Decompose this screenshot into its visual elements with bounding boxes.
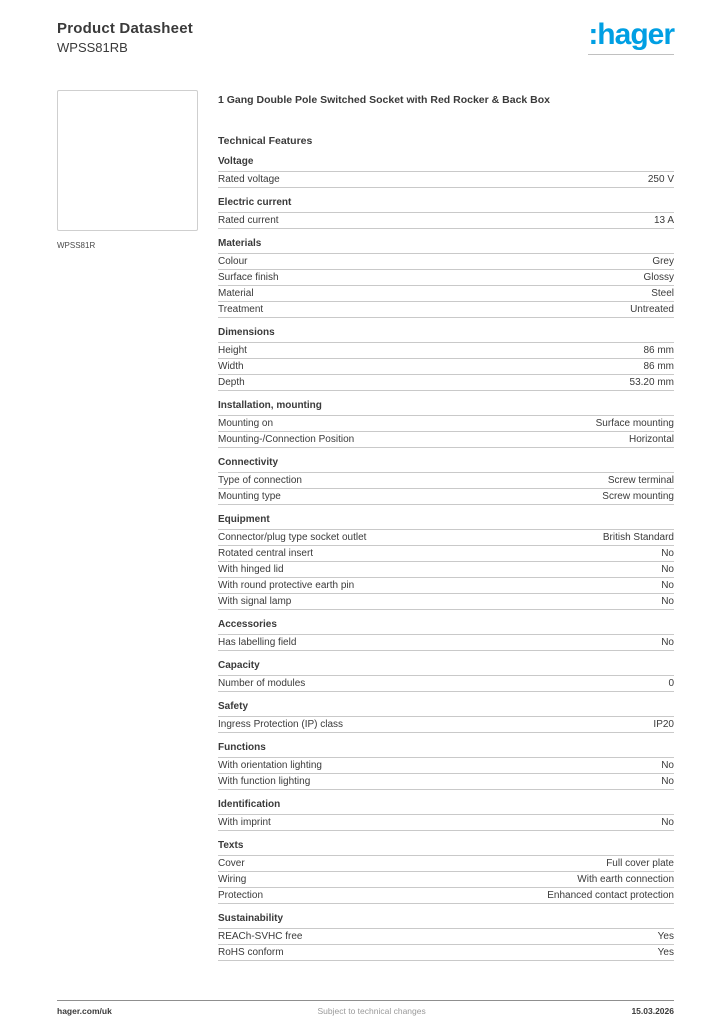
spec-row (218, 578, 674, 594)
spec-section (218, 400, 674, 448)
spec-value: British Standard (602, 532, 674, 544)
spec-value: No (661, 596, 674, 608)
section-heading: Connectivity (218, 457, 674, 473)
spec-row (218, 888, 674, 904)
spec-label: Colour (218, 256, 248, 268)
spec-value: 53.20 mm (629, 377, 674, 389)
spec-section (218, 742, 674, 790)
spec-label: With signal lamp (218, 596, 292, 608)
spec-value: 86 mm (643, 361, 674, 373)
spec-value: No (661, 776, 674, 788)
spec-row (218, 676, 674, 692)
spec-label: Ingress Protection (IP) class (218, 719, 344, 731)
spec-label: Protection (218, 890, 264, 902)
spec-section (218, 619, 674, 651)
spec-value: No (661, 760, 674, 772)
spec-row (218, 530, 674, 546)
technical-features-heading: Technical Features (218, 135, 313, 148)
header-titles (57, 20, 193, 55)
spec-label: Treatment (218, 304, 264, 316)
spec-label: Rated current (218, 215, 279, 227)
spec-value: Enhanced contact protection (547, 890, 674, 902)
section-heading: Accessories (218, 619, 674, 635)
spec-label: Has labelling field (218, 637, 297, 649)
hager-logo-text: :hager (588, 18, 674, 51)
spec-row (218, 359, 674, 375)
spec-value: Full cover plate (606, 858, 674, 870)
spec-row (218, 717, 674, 733)
spec-row (218, 489, 674, 505)
spec-row (218, 270, 674, 286)
section-heading: Capacity (218, 660, 674, 676)
spec-label: Material (218, 288, 254, 300)
spec-row (218, 872, 674, 888)
section-heading: Dimensions (218, 327, 674, 343)
spec-row (218, 635, 674, 651)
spec-row (218, 758, 674, 774)
spec-section (218, 327, 674, 391)
section-heading: Equipment (218, 514, 674, 530)
section-heading: Installation, mounting (218, 400, 674, 416)
spec-value: Surface mounting (595, 418, 674, 430)
spec-label: Connector/plug type socket outlet (218, 532, 367, 544)
spec-label: Rated voltage (218, 174, 280, 186)
spec-section (218, 840, 674, 904)
product-image-caption: WPSS81R (57, 241, 96, 250)
spec-value: Screw terminal (607, 475, 674, 487)
spec-value: No (661, 817, 674, 829)
spec-value: 0 (668, 678, 674, 690)
spec-section (218, 457, 674, 505)
spec-sections (218, 156, 674, 961)
spec-value: No (661, 580, 674, 592)
spec-value: With earth connection (577, 874, 674, 886)
spec-row (218, 929, 674, 945)
spec-row (218, 343, 674, 359)
section-heading: Materials (218, 238, 674, 254)
spec-label: Mounting type (218, 491, 281, 503)
spec-row (218, 213, 674, 229)
spec-section (218, 238, 674, 318)
spec-row (218, 302, 674, 318)
footer-disclaimer: Subject to technical changes (317, 1006, 426, 1016)
spec-label: With orientation lighting (218, 760, 322, 772)
spec-row (218, 375, 674, 391)
spec-row (218, 172, 674, 188)
footer-date: 15.03.2026 (631, 1006, 674, 1016)
spec-label: Cover (218, 858, 245, 870)
spec-row (218, 432, 674, 448)
spec-value: Grey (652, 256, 674, 268)
spec-value: Horizontal (628, 434, 674, 446)
spec-section (218, 701, 674, 733)
spec-row (218, 562, 674, 578)
spec-row (218, 774, 674, 790)
spec-section (218, 799, 674, 831)
spec-row (218, 546, 674, 562)
spec-column (218, 90, 674, 961)
spec-label: With imprint (218, 817, 271, 829)
spec-row (218, 254, 674, 270)
spec-value: No (661, 548, 674, 560)
section-heading: Safety (218, 701, 674, 717)
spec-label: Mounting on (218, 418, 274, 430)
section-heading: Identification (218, 799, 674, 815)
footer-website: hager.com/uk (57, 1006, 112, 1016)
spec-label: Height (218, 345, 247, 357)
spec-label: REACh-SVHC free (218, 931, 303, 943)
product-image-placeholder (57, 90, 198, 231)
spec-label: With hinged lid (218, 564, 284, 576)
main-content (57, 90, 674, 961)
spec-value: 250 V (647, 174, 674, 186)
spec-section (218, 197, 674, 229)
spec-row (218, 286, 674, 302)
spec-label: Mounting-/Connection Position (218, 434, 355, 446)
product-title: 1 Gang Double Pole Switched Socket with Red Rocker & Back Box (218, 94, 550, 106)
spec-value: 86 mm (643, 345, 674, 357)
spec-value: Untreated (630, 304, 674, 316)
spec-value: Screw mounting (602, 491, 674, 503)
spec-label: RoHS conform (218, 947, 284, 959)
spec-section (218, 913, 674, 961)
section-heading: Voltage (218, 156, 674, 172)
spec-value: Glossy (643, 272, 674, 284)
spec-value: Yes (657, 947, 674, 959)
spec-section (218, 156, 674, 188)
spec-label: Width (218, 361, 244, 373)
spec-row (218, 594, 674, 610)
spec-label: With function lighting (218, 776, 311, 788)
spec-row (218, 945, 674, 961)
spec-row (218, 473, 674, 489)
spec-label: Depth (218, 377, 245, 389)
spec-section (218, 514, 674, 610)
header (57, 20, 674, 55)
spec-row (218, 856, 674, 872)
section-heading: Electric current (218, 197, 674, 213)
spec-label: Wiring (218, 874, 247, 886)
section-heading: Sustainability (218, 913, 674, 929)
spec-value: No (661, 637, 674, 649)
footer (57, 1000, 674, 1016)
spec-value: 13 A (653, 215, 674, 227)
hager-logo-underline (588, 54, 674, 55)
spec-label: Number of modules (218, 678, 306, 690)
spec-row (218, 815, 674, 831)
spec-row (218, 416, 674, 432)
spec-value: No (661, 564, 674, 576)
spec-label: Surface finish (218, 272, 279, 284)
spec-label: Rotated central insert (218, 548, 314, 560)
section-heading: Functions (218, 742, 674, 758)
spec-value: IP20 (653, 719, 674, 731)
spec-label: With round protective earth pin (218, 580, 355, 592)
spec-section (218, 660, 674, 692)
hager-logo (588, 20, 674, 55)
spec-value: Yes (657, 931, 674, 943)
spec-value: Steel (651, 288, 674, 300)
spec-label: Type of connection (218, 475, 302, 487)
product-code: WPSS81RB (57, 40, 128, 55)
product-image-column (57, 90, 218, 961)
section-heading: Texts (218, 840, 674, 856)
page-title: Product Datasheet (57, 20, 193, 37)
